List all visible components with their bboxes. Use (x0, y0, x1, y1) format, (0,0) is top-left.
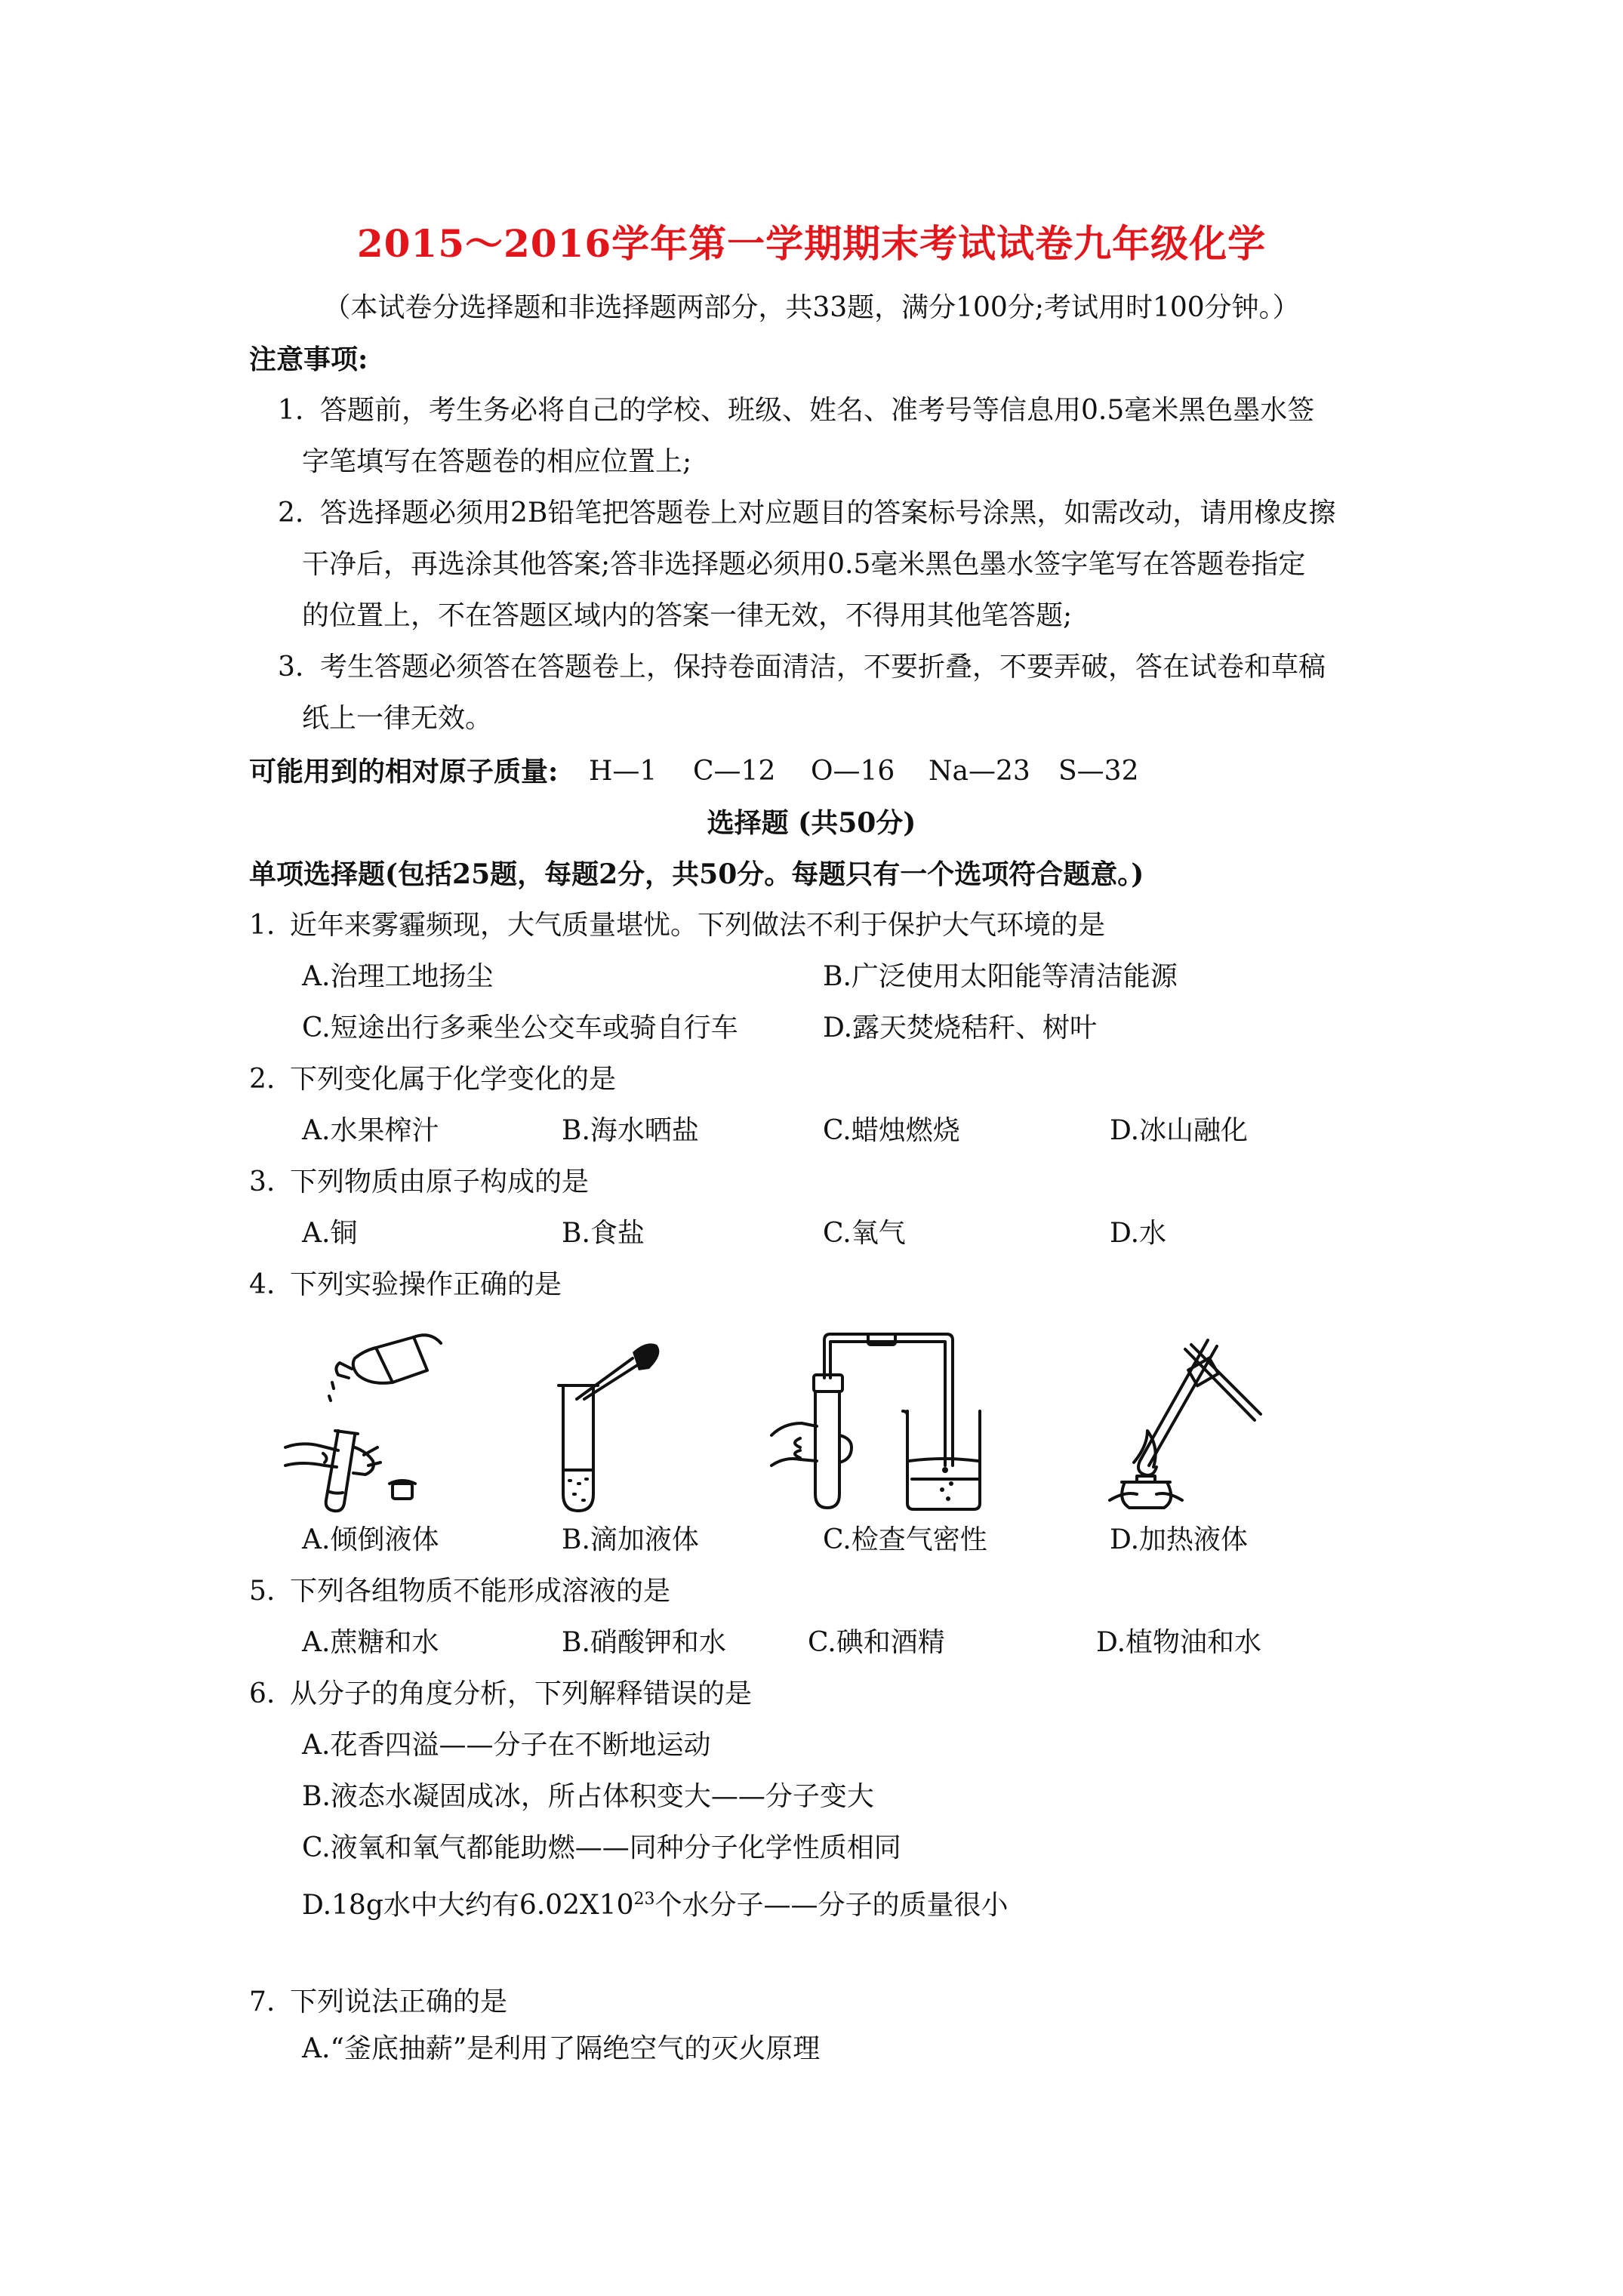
note-1-number: 1. (278, 395, 304, 426)
airtightness-check-illustration (767, 1333, 986, 1514)
atomic-mass-c: C—12 (693, 756, 776, 787)
atomic-mass-s: S—32 (1058, 756, 1139, 787)
q3-number: 3. (249, 1166, 276, 1197)
q1-stem: 近年来雾霾频现，大气质量堪忧。下列做法不利于保护大气环境的是 (290, 910, 1106, 941)
section-instruction: 单项选择题(包括25题，每题2分，共50分。每题只有一个选项符合题意。) (249, 858, 1144, 890)
q1-option-b: B.广泛使用太阳能等清洁能源 (823, 961, 1178, 992)
q2-option-a: A.水果榨汁 (302, 1115, 439, 1146)
heating-liquid-illustration (1095, 1333, 1268, 1514)
q4-number: 4. (249, 1269, 276, 1300)
q7-number: 7. (249, 1986, 276, 2017)
q7-option-a: A.“釜底抽薪”是利用了隔绝空气的灭火原理 (302, 2033, 821, 2064)
note-3-line-1: 考生答题必须答在答题卷上，保持卷面清洁，不要折叠，不要弄破，答在试卷和草稿 (320, 652, 1326, 683)
q6-option-d (302, 1883, 1009, 1922)
atomic-mass-o: O—16 (811, 756, 895, 787)
q1-option-d: D.露天焚烧秸秆、树叶 (823, 1012, 1098, 1043)
q1-option-c: C.短途出行多乘坐公交车或骑自行车 (302, 1012, 738, 1043)
q2-option-b: B.海水晒盐 (562, 1115, 699, 1146)
exam-title: 2015～2016学年第一学期期末考试试卷九年级化学 (356, 221, 1267, 266)
section-title: 选择题 (共50分) (707, 807, 916, 839)
q6-option-a: A.花香四溢——分子在不断地运动 (302, 1730, 711, 1761)
q2-number: 2. (249, 1064, 276, 1095)
note-3-number: 3. (278, 652, 304, 683)
q6-option-d-exponent: 23 (633, 1890, 655, 1909)
q2-stem: 下列变化属于化学变化的是 (290, 1064, 617, 1095)
q6-option-d-text-end: 个水分子——分子的质量很小 (654, 1890, 1009, 1921)
q4-option-a: A.倾倒液体 (302, 1524, 439, 1555)
q3-option-b: B.食盐 (562, 1218, 645, 1249)
q5-option-c: C.碘和酒精 (808, 1627, 945, 1658)
q6-option-c: C.液氧和氧气都能助燃——同种分子化学性质相同 (302, 1832, 901, 1863)
q3-stem: 下列物质由原子构成的是 (290, 1166, 590, 1197)
q5-option-b: B.硝酸钾和水 (562, 1627, 726, 1658)
q5-option-d: D.植物油和水 (1096, 1627, 1262, 1658)
q2-option-d: D.冰山融化 (1110, 1115, 1249, 1146)
note-2-line-3: 的位置上，不在答题区域内的答案一律无效，不得用其他笔答题; (302, 600, 1073, 631)
q2-option-c: C.蜡烛燃烧 (823, 1115, 960, 1146)
note-2-line-2: 干净后，再选涂其他答案;答非选择题必须用0.5毫米黑色墨水签字笔写在答题卷指定 (302, 549, 1306, 580)
atomic-mass-h: H—1 (589, 756, 658, 787)
q6-stem: 从分子的角度分析，下列解释错误的是 (290, 1678, 753, 1709)
notes-heading: 注意事项: (249, 344, 368, 375)
q3-option-c: C.氧气 (823, 1218, 906, 1249)
q4-option-b: B.滴加液体 (562, 1524, 699, 1555)
q4-stem: 下列实验操作正确的是 (290, 1269, 562, 1300)
q7-stem: 下列说法正确的是 (290, 1986, 508, 2017)
q3-option-a: A.铜 (302, 1218, 358, 1249)
note-2-line-1: 答选择题必须用2B铅笔把答题卷上对应题目的答案标号涂黑，如需改动，请用橡皮擦 (320, 498, 1336, 529)
atomic-mass-label: 可能用到的相对原子质量: (249, 756, 559, 787)
exam-subtitle: （本试卷分选择题和非选择题两部分，共33题，满分100分;考试用时100分钟。） (323, 292, 1300, 323)
atomic-mass-na: Na—23 (929, 756, 1030, 787)
note-3-line-2: 纸上一律无效。 (302, 703, 493, 734)
q6-number: 6. (249, 1678, 276, 1709)
q3-option-d: D.水 (1110, 1218, 1167, 1249)
q6-option-d-text: D.18g水中大约有6.02X10 (302, 1890, 634, 1921)
q5-option-a: A.蔗糖和水 (302, 1627, 439, 1658)
q4-option-c: C.检查气密性 (823, 1524, 987, 1555)
pouring-liquid-illustration (279, 1333, 445, 1514)
q6-option-b: B.液态水凝固成冰，所占体积变大——分子变大 (302, 1781, 874, 1812)
note-2-number: 2. (278, 498, 304, 529)
q5-stem: 下列各组物质不能形成溶液的是 (290, 1576, 671, 1607)
q4-option-d: D.加热液体 (1110, 1524, 1249, 1555)
note-1-line-2: 字笔填写在答题卷的相应位置上; (302, 446, 692, 477)
q5-number: 5. (249, 1576, 276, 1607)
q1-number: 1. (249, 910, 276, 941)
dropping-liquid-illustration (544, 1333, 672, 1514)
q1-option-a: A.治理工地扬尘 (302, 961, 494, 992)
note-1-line-1: 答题前，考生务必将自己的学校、班级、姓名、准考号等信息用0.5毫米黑色墨水签 (320, 395, 1315, 426)
